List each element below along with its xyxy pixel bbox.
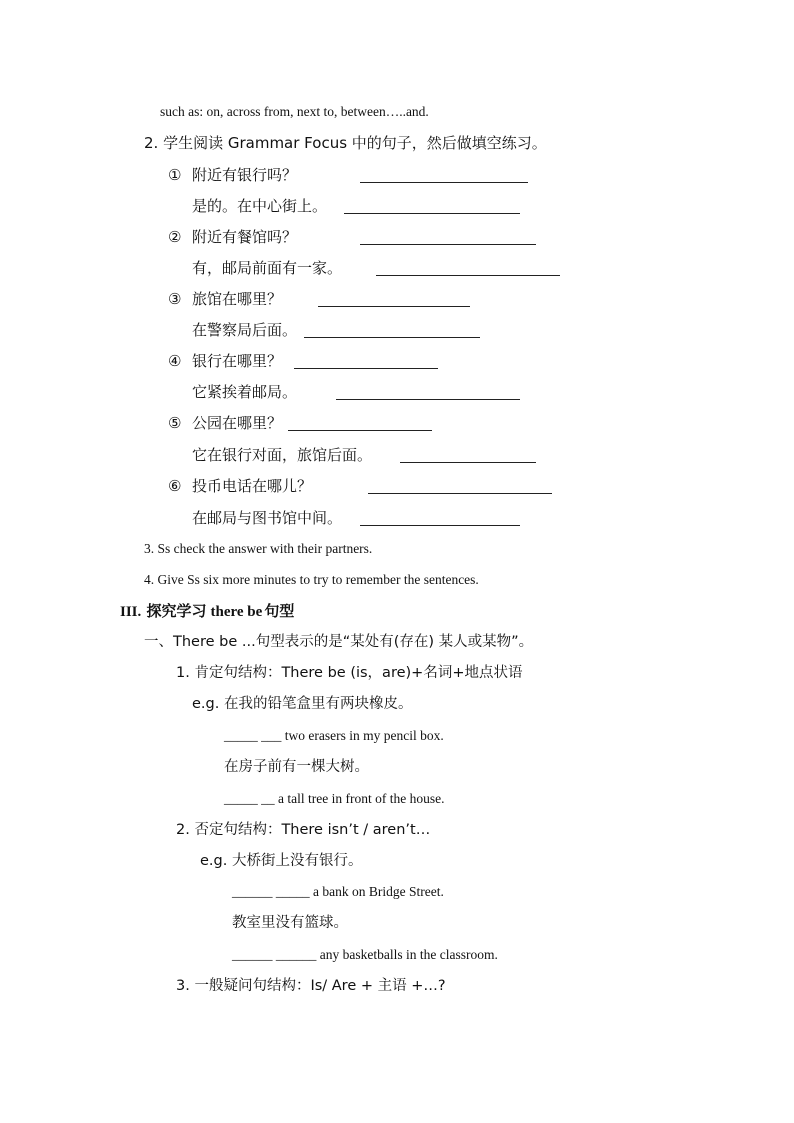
item-number-5: ⑤ bbox=[168, 414, 182, 432]
step-3: 3. Ss check the answer with their partners. bbox=[144, 541, 373, 556]
answer-blank-q5[interactable] bbox=[288, 430, 432, 431]
prepositions-line: such as: on, across from, next to, between…..and. bbox=[160, 104, 429, 119]
answer-5: 它在银行对面，旅馆后面。 bbox=[192, 446, 373, 464]
step-4: 4. Give Ss six more minutes to try to remember the sentences. bbox=[144, 572, 479, 587]
answer-4: 它紧挨着邮局。 bbox=[192, 383, 298, 401]
affirmative-example: e.g. 在我的铅笔盒里有两块橡皮。 bbox=[192, 696, 413, 712]
step-2: 2. 学生阅读 Grammar Focus 中的句子，然后做填空练习。 bbox=[144, 134, 547, 152]
question-structure: 3. 一般疑问句结构：Is/ Are + 主语 +…? bbox=[176, 978, 446, 994]
answer-blank-a6[interactable] bbox=[360, 525, 520, 526]
affirmative-exercise-1[interactable]: _____ ___ two erasers in my pencil box. bbox=[224, 728, 444, 743]
answer-6: 在邮局与图书馆中间。 bbox=[192, 509, 343, 527]
question-2: 附近有餐馆吗？ bbox=[192, 228, 298, 246]
section-title-cn: 探究学习 bbox=[146, 602, 207, 620]
question-3: 旅馆在哪里？ bbox=[192, 290, 283, 308]
answer-1: 是的。在中心街上。 bbox=[192, 197, 328, 215]
answer-blank-q1[interactable] bbox=[360, 182, 528, 183]
section-title-en: there be bbox=[210, 604, 263, 620]
negative-structure: 2. 否定句结构：There isn’t / aren’t… bbox=[176, 822, 431, 838]
affirmative-structure: 1. 肯定句结构：There be (is，are)+名词+地点状语 bbox=[176, 665, 523, 681]
answer-2: 有，邮局前面有一家。 bbox=[192, 259, 343, 277]
answer-blank-q3[interactable] bbox=[318, 306, 470, 307]
answer-blank-a4[interactable] bbox=[336, 399, 520, 400]
item-number-1: ① bbox=[168, 166, 182, 184]
answer-blank-a3[interactable] bbox=[304, 337, 480, 338]
affirmative-example-2: 在房子前有一棵大树。 bbox=[224, 759, 369, 775]
answer-blank-q6[interactable] bbox=[368, 493, 552, 494]
answer-blank-a1[interactable] bbox=[344, 213, 520, 214]
part-1-intro: 一、There be ...句型表示的是“某处有(存在) 某人或某物”。 bbox=[144, 634, 534, 650]
negative-example-2: 教室里没有篮球。 bbox=[232, 915, 348, 931]
section-title-suffix: 句型 bbox=[264, 602, 295, 620]
negative-example: e.g. 大桥街上没有银行。 bbox=[200, 853, 363, 869]
answer-3: 在警察局后面。 bbox=[192, 321, 298, 339]
question-5: 公园在哪里？ bbox=[192, 414, 283, 432]
question-6: 投币电话在哪儿？ bbox=[192, 477, 313, 495]
answer-blank-q4[interactable] bbox=[294, 368, 438, 369]
answer-blank-a5[interactable] bbox=[400, 462, 536, 463]
answer-blank-q2[interactable] bbox=[360, 244, 536, 245]
affirmative-exercise-2[interactable]: _____ __ a tall tree in front of the house. bbox=[224, 791, 445, 806]
section-heading bbox=[120, 601, 294, 622]
section-number: III. bbox=[120, 604, 142, 620]
negative-exercise-2[interactable]: ______ ______ any basketballs in the classroom. bbox=[232, 947, 498, 962]
answer-blank-a2[interactable] bbox=[376, 275, 560, 276]
item-number-2: ② bbox=[168, 228, 182, 246]
item-number-4: ④ bbox=[168, 352, 182, 370]
item-number-6: ⑥ bbox=[168, 477, 182, 495]
item-number-3: ③ bbox=[168, 290, 182, 308]
negative-exercise-1[interactable]: ______ _____ a bank on Bridge Street. bbox=[232, 884, 444, 899]
question-4: 银行在哪里？ bbox=[192, 352, 283, 370]
question-1: 附近有银行吗？ bbox=[192, 166, 298, 184]
